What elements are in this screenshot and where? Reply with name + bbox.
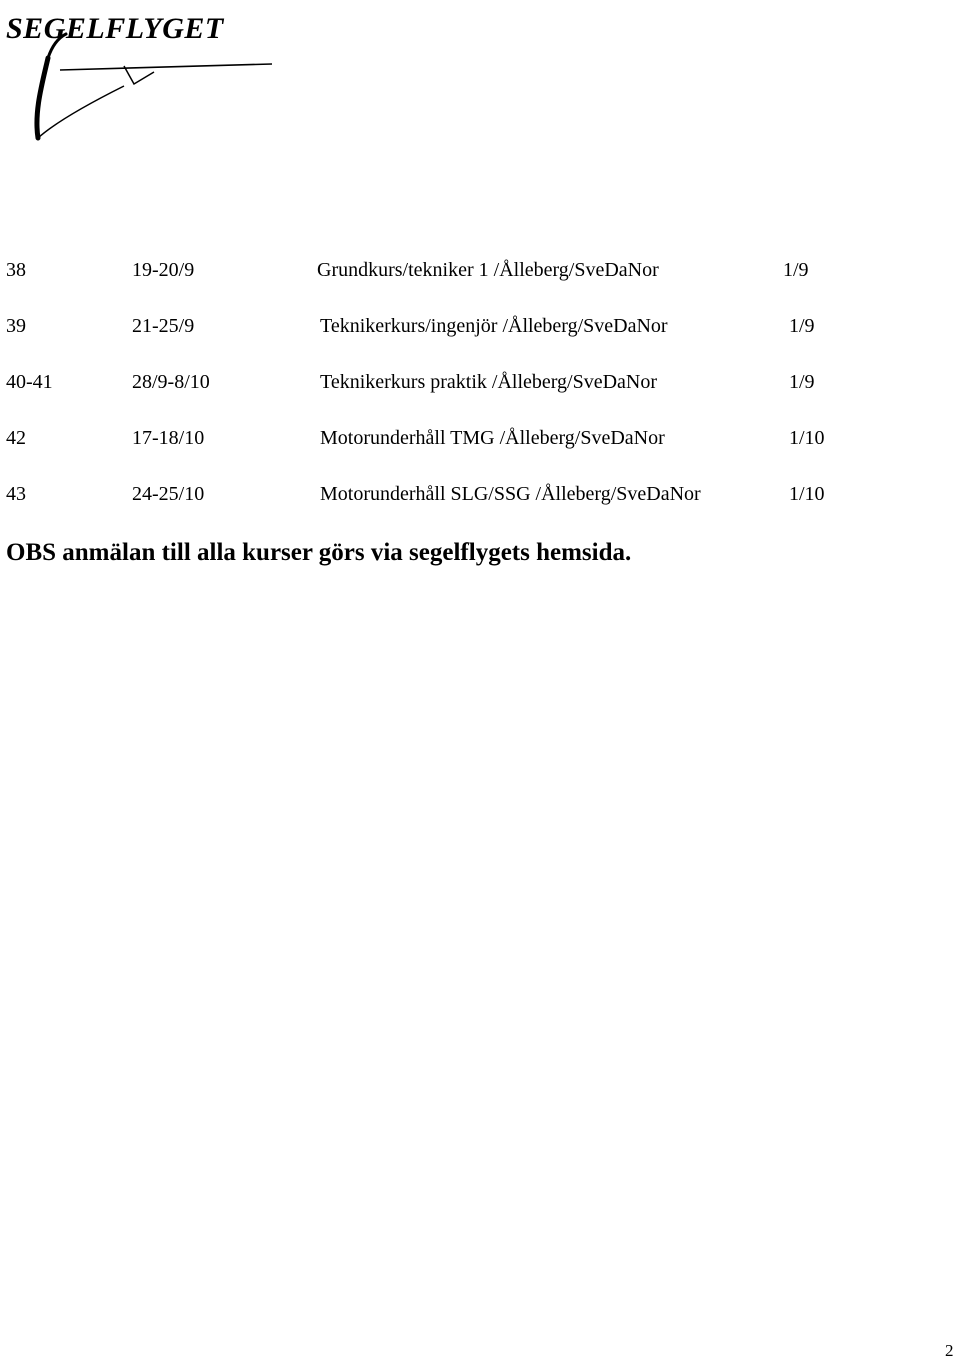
week-number: 38 xyxy=(6,259,26,281)
registration-deadline: 1/9 xyxy=(789,315,815,337)
week-number: 43 xyxy=(6,483,26,505)
course-dates: 17-18/10 xyxy=(132,427,205,449)
course-name: Motorunderhåll TMG /Ålleberg/SveDaNor xyxy=(320,427,665,449)
course-name: Teknikerkurs/ingenjör /Ålleberg/SveDaNor xyxy=(320,315,668,337)
registration-deadline: 1/10 xyxy=(789,427,825,449)
registration-notice: OBS anmälan till alla kurser görs via segelflygets hemsida. xyxy=(6,539,632,566)
course-name: Teknikerkurs praktik /Ålleberg/SveDaNor xyxy=(320,371,658,393)
glider-icon xyxy=(0,0,290,150)
week-number: 42 xyxy=(6,427,26,449)
course-dates: 28/9-8/10 xyxy=(132,371,210,393)
course-name: Grundkurs/tekniker 1 /Ålleberg/SveDaNor xyxy=(317,259,659,281)
page-number: 2 xyxy=(945,1341,954,1360)
registration-deadline: 1/9 xyxy=(783,259,809,281)
course-dates: 24-25/10 xyxy=(132,483,205,505)
logo-text: SEGELFLYGET xyxy=(6,12,224,45)
registration-deadline: 1/9 xyxy=(789,371,815,393)
week-number: 39 xyxy=(6,315,26,337)
registration-deadline: 1/10 xyxy=(789,483,825,505)
course-dates: 21-25/9 xyxy=(132,315,195,337)
segelflyget-logo xyxy=(0,0,290,150)
course-name: Motorunderhåll SLG/SSG /Ålleberg/SveDaNor xyxy=(320,483,701,505)
course-dates: 19-20/9 xyxy=(132,259,195,281)
week-number: 40-41 xyxy=(6,371,53,393)
